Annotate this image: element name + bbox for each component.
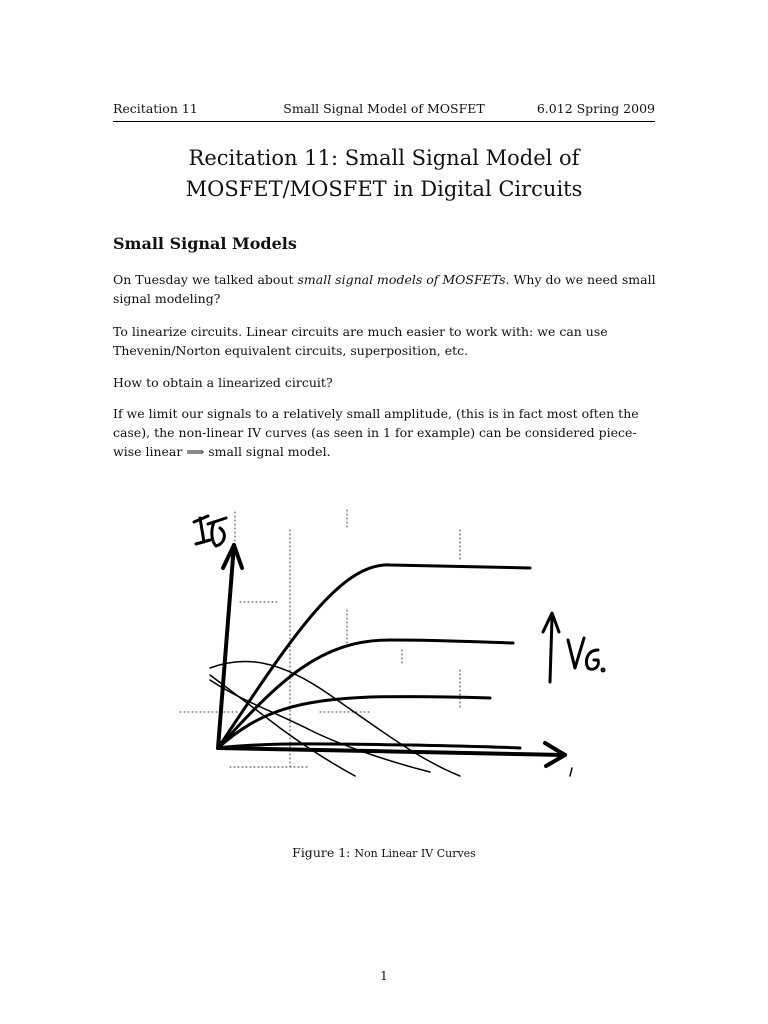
iv-curves [210,565,530,776]
id-axis-label [194,516,226,546]
paragraph-4: If we limit our signals to a relatively small amplitude, (this is in fact most often the case), the non-linear IV curves (as seen in 1 for example) can be considered piece-wise linear ⟹ small signal model. [113,406,639,459]
iv-curves-drawing [170,500,610,790]
iv-curves-figure [170,500,610,790]
header-left: Recitation 11 [113,101,198,116]
paragraph-1 [113,270,658,308]
title-line-1: Recitation 11: Small Signal Model of [188,146,580,170]
running-header [113,101,655,122]
page-number: 1 [380,969,388,983]
title-line-2: MOSFET/MOSFET in Digital Circuits [185,177,583,201]
paragraph-1-text-start: On Tuesday we talked about [113,272,298,287]
figure-caption [113,845,655,860]
axes [218,545,565,766]
y-axis [218,545,234,748]
paragraph-1-text-end: . Why do we need small signal modeling? [113,272,656,306]
header-center: Small Signal Model of MOSFET [283,101,485,116]
caption-prefix: Figure 1: [292,845,355,860]
paragraph-3: How to obtain a linearized circuit? [113,375,333,390]
curve-thin-3 [210,680,430,772]
paragraph-2: To linearize circuits. Linear circuits are much easier to work with: we can use Thevenin/Norton equivalent circuits, superposition, etc. [113,324,608,358]
vg-arrow-label [543,613,604,682]
vg-arrow [543,613,559,682]
curve-thin-1 [210,661,460,776]
document-title [113,143,655,205]
caption-text: Non Linear IV Curves [354,847,476,860]
stray-mark [570,768,572,776]
curve-second [218,640,513,748]
header-right: 6.012 Spring 2009 [536,101,655,116]
curve-top [218,565,530,748]
section-heading: Small Signal Models [113,234,297,253]
paragraph-1-emphasis: small signal models of MOSFETs [297,272,506,287]
